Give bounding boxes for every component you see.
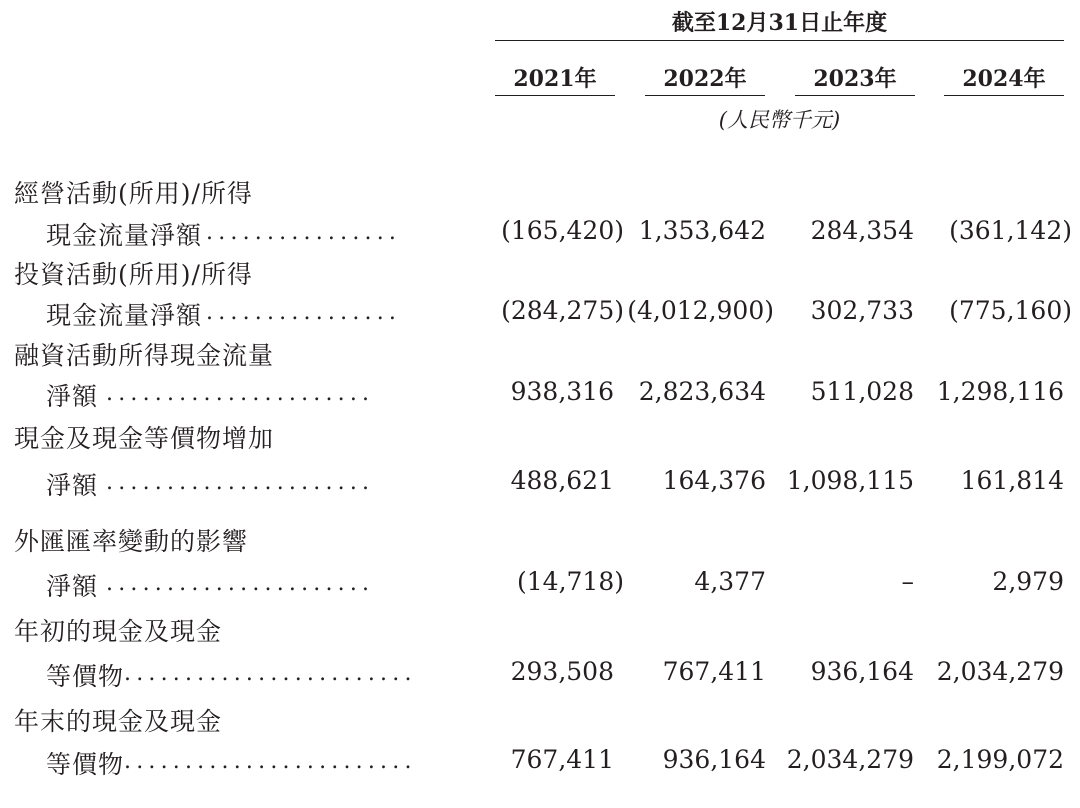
value-fx-effect-2023: – (901, 567, 914, 596)
year-header-2022: 2022年 (663, 66, 747, 92)
row-opening-cash-sublabel: 等價物 (46, 662, 125, 691)
value-closing-cash-2021: 767,411 (510, 745, 614, 774)
row-operating-label: 經營活動(所用)/所得 (14, 179, 253, 208)
row-opening-cash-label: 年初的現金及現金 (14, 617, 223, 646)
value-fx-effect-2022: 4,377 (694, 567, 766, 596)
row-net-increase-sublabel: 淨額 (46, 471, 99, 500)
value-investing-2021: (284,275) (501, 296, 624, 325)
value-investing-2023: 302,733 (810, 296, 914, 325)
row-investing-sublabel: 現金流量淨額 (46, 301, 203, 330)
year-rule-2024 (944, 95, 1064, 96)
value-net-increase-2022: 164,376 (662, 466, 766, 495)
value-fx-effect-2021: (14,718) (517, 567, 624, 596)
year-header-2021: 2021年 (513, 66, 597, 92)
value-financing-2023: 511,028 (810, 377, 914, 406)
value-fx-effect-2024: 2,979 (992, 567, 1064, 596)
year-rule-2021 (495, 95, 615, 96)
row-fx-effect-sublabel: 淨額 (46, 572, 99, 601)
row-financing-sublabel: 淨額 (46, 382, 99, 411)
row-financing-label: 融資活動所得現金流量 (14, 341, 275, 370)
value-closing-cash-2023: 2,034,279 (786, 745, 914, 774)
leader-dots: ...................... (106, 571, 375, 596)
value-opening-cash-2022: 767,411 (662, 657, 766, 686)
year-header-2024: 2024年 (962, 66, 1046, 92)
period-header: 截至12月31日止年度 (671, 10, 888, 36)
row-closing-cash-sublabel: 等價物 (46, 750, 125, 779)
value-opening-cash-2021: 293,508 (510, 657, 614, 686)
value-financing-2021: 938,316 (510, 377, 614, 406)
leader-dots: ...................... (106, 470, 375, 495)
year-header-2023: 2023年 (813, 66, 897, 92)
leader-dots: ................ (206, 220, 402, 245)
value-operating-2023: 284,354 (810, 216, 914, 245)
leader-dots: ................ (206, 300, 402, 325)
row-closing-cash-label: 年末的現金及現金 (14, 707, 223, 736)
value-opening-cash-2023: 936,164 (810, 657, 914, 686)
row-fx-effect-label: 外匯匯率變動的影響 (14, 527, 249, 556)
value-closing-cash-2024: 2,199,072 (936, 745, 1064, 774)
row-investing-label: 投資活動(所用)/所得 (14, 260, 253, 289)
value-net-increase-2024: 161,814 (960, 466, 1064, 495)
leader-dots: ...................... (106, 381, 375, 406)
value-operating-2022: 1,353,642 (638, 216, 766, 245)
value-closing-cash-2022: 936,164 (662, 745, 766, 774)
value-financing-2022: 2,823,634 (638, 377, 766, 406)
year-rule-2022 (645, 95, 765, 96)
row-operating-sublabel: 現金流量淨額 (46, 221, 203, 250)
value-operating-2021: (165,420) (501, 216, 624, 245)
value-financing-2024: 1,298,116 (936, 377, 1064, 406)
value-investing-2022: (4,012,900) (627, 296, 774, 325)
leader-dots: ........................ (124, 749, 417, 774)
value-investing-2024: (775,160) (949, 296, 1072, 325)
currency-unit: (人民幣千元) (718, 108, 841, 132)
value-opening-cash-2024: 2,034,279 (936, 657, 1064, 686)
value-net-increase-2023: 1,098,115 (786, 466, 914, 495)
period-header-rule (495, 40, 1064, 41)
leader-dots: ........................ (124, 661, 417, 686)
value-net-increase-2021: 488,621 (510, 466, 614, 495)
row-net-increase-label: 現金及現金等價物增加 (14, 424, 275, 453)
value-operating-2024: (361,142) (949, 216, 1072, 245)
year-rule-2023 (795, 95, 915, 96)
